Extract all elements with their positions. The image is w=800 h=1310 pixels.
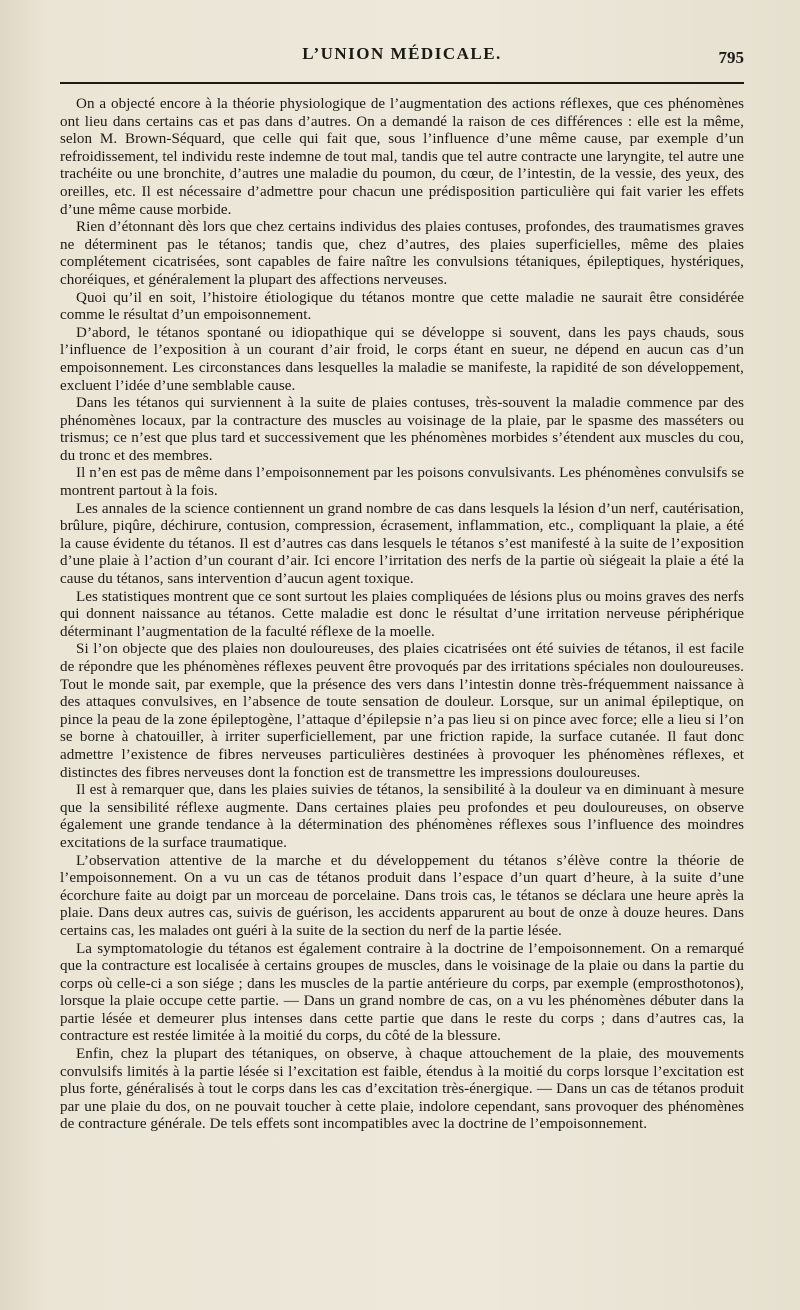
body-text	[60, 96, 744, 1134]
paragraph: Enfin, chez la plupart des tétaniques, on observe, à chaque attouchement de la plaie, des mouvements convulsifs limités à la partie lésée si l’excitation est faible, étendus à la moitié du corps lorsque l’excitation est plus forte, généralisés à tout le corps dans les cas d’excitation très-énergique. — Dans un cas de tétanos produit par une plaie du dos, on ne pouvait toucher à cette plaie, indolore cependant, sans provoquer des phénomènes de contracture générale. De tels effets sont incompatibles avec la doctrine de l’empoisonnement.	[60, 1046, 744, 1133]
paragraph: Il est à remarquer que, dans les plaies suivies de tétanos, la sensibilité à la douleur va en diminuant à mesure que la sensibilité réflexe augmente. Dans certaines plaies peu profondes et peu douloureuses, on observe également une grande tendance à la détermination des phénomènes réflexes sous l’influence des moindres excitations de la surface traumatique.	[60, 782, 744, 851]
page-number: 795	[718, 48, 744, 67]
header-rule	[60, 82, 744, 84]
page-header	[60, 44, 744, 76]
paragraph: Les annales de la science contiennent un grand nombre de cas dans lesquels la lésion d’un nerf, cautérisation, brûlure, piqûre, déchirure, contusion, compression, écrasement, inflammation, etc., compliquant la plaie, a été la cause évidente du tétanos. Il est d’autres cas dans lesquels le tétanos s’est manifesté à la suite de l’exposition d’une plaie à l’action d’un courant d’air. Ici encore l’irritation des nerfs de la partie où siégeait la plaie a été la cause du tétanos, sans intervention d’aucun agent toxique.	[60, 500, 744, 588]
paragraph: D’abord, le tétanos spontané ou idiopathique qui se développe si souvent, dans les pays chauds, sous l’influence de l’exposition à un courant d’air froid, le corps étant en sueur, ne dépend en aucun cas d’un empoisonnement. Les circonstances dans lesquelles la maladie se manifeste, la rapidité de son développement, excluent l’idée d’une semblable cause.	[60, 324, 744, 394]
running-title: L’UNION MÉDICALE.	[302, 44, 502, 63]
paragraph: Il n’en est pas de même dans l’empoisonnement par les poisons convulsivants. Les phénomènes convulsifs se montrent partout à la fois.	[60, 465, 744, 500]
paragraph: On a objecté encore à la théorie physiologique de l’augmentation des actions réflexes, que ces phénomènes ont lieu dans certains cas et pas dans d’autres. On a demandé la raison de ces différences : elle est la même, selon M. Brown-Séquard, que celle qui fait que, sous l’influence d’une même cause, par exemple d’un refroidissement, tel individu reste indemne de tout mal, tandis que tel autre contracte une laryngite, tel autre une trachéite ou une bronchite, d’autres une maladie du poumon, du cœur, de l’intestin, de la vessie, des yeux, des oreilles, etc. Il est nécessaire d’admettre pour chacun une prédisposition particulière qui fait varier les effets d’une même cause morbide.	[60, 96, 744, 218]
paragraph: Rien d’étonnant dès lors que chez certains individus des plaies contuses, profondes, des traumatismes graves ne déterminent pas le tétanos; tandis que, chez d’autres, des plaies superficielles, même des plaies complétement cicatrisées, sont capables de faire naître les convulsions tétaniques, épileptiques, hystériques, choréiques, et généralement la plupart des affections nerveuses.	[60, 219, 744, 288]
paragraph: Les statistiques montrent que ce sont surtout les plaies compliquées de lésions plus ou moins graves des nerfs qui donnent naissance au tétanos. Cette maladie est donc le résultat d’une irritation nerveuse périphérique déterminant l’augmentation de la faculté réflexe de la moelle.	[60, 588, 744, 640]
paragraph: L’observation attentive de la marche et du développement du tétanos s’élève contre la théorie de l’empoisonnement. On a vu un cas de tétanos produit dans l’espace d’un quart d’heure, à la suite d’une écorchure faite au doigt par un morceau de porcelaine. Dans trois cas, le tétanos se déclara une heure après la plaie. Dans deux autres cas, suivis de guérison, les accidents apparurent au bout de onze à douze heures. Dans certains cas, les malades ont guéri à la suite de la section du nerf de la partie lésée.	[60, 852, 744, 939]
paragraph: Dans les tétanos qui surviennent à la suite de plaies contuses, très-souvent la maladie commence par des phénomènes locaux, par la contracture des muscles au voisinage de la plaie, par le spasme des masséters ou trismus; ce n’est que plus tard et successivement que les phénomènes morbides s’étendent aux muscles du cou, du tronc et des membres.	[60, 395, 744, 464]
paragraph: La symptomatologie du tétanos est également contraire à la doctrine de l’empoisonnement. On a remarqué que la contracture est localisée à certains groupes de muscles, dans le voisinage de la plaie ou dans la partie du corps où celle-ci a son siége ; dans les muscles de la partie antérieure du corps, par exemple (emprosthotonos), lorsque la plaie occupe cette partie. — Dans un grand nombre de cas, on a vu les phénomènes débuter dans la partie lésée et demeurer plus intenses dans cette partie que dans le reste du corps ; dans d’autres cas, la contracture est restée limitée à la moitié du corps, du côté de la blessure.	[60, 940, 744, 1045]
paragraph: Si l’on objecte que des plaies non douloureuses, des plaies cicatrisées ont été suivies de tétanos, il est facile de répondre que les phénomènes réflexes peuvent être provoqués par des irritations spéciales non douloureuses. Tout le monde sait, par exemple, que la présence des vers dans l’intestin donne très-fréquemment naissance à des attaques convulsives, en l’absence de toute sensation de douleur. Lorsque, sur un animal épileptique, on pince la peau de la zone épileptogène, l’attaque d’épilepsie n’a pas lieu si on pince avec force; elle a lieu si l’on se borne à chatouiller, à irriter superficiellement, par une friction rapide, la surface cutanée. Il faut donc admettre l’existence de fibres nerveuses particulières destinées à provoquer les phénomènes réflexes, et distinctes des fibres nerveuses dont la fonction est de transmettre les impressions douloureuses.	[60, 641, 744, 781]
paragraph: Quoi qu’il en soit, l’histoire étiologique du tétanos montre que cette maladie ne saurait être considérée comme le résultat d’un empoisonnement.	[60, 289, 744, 324]
